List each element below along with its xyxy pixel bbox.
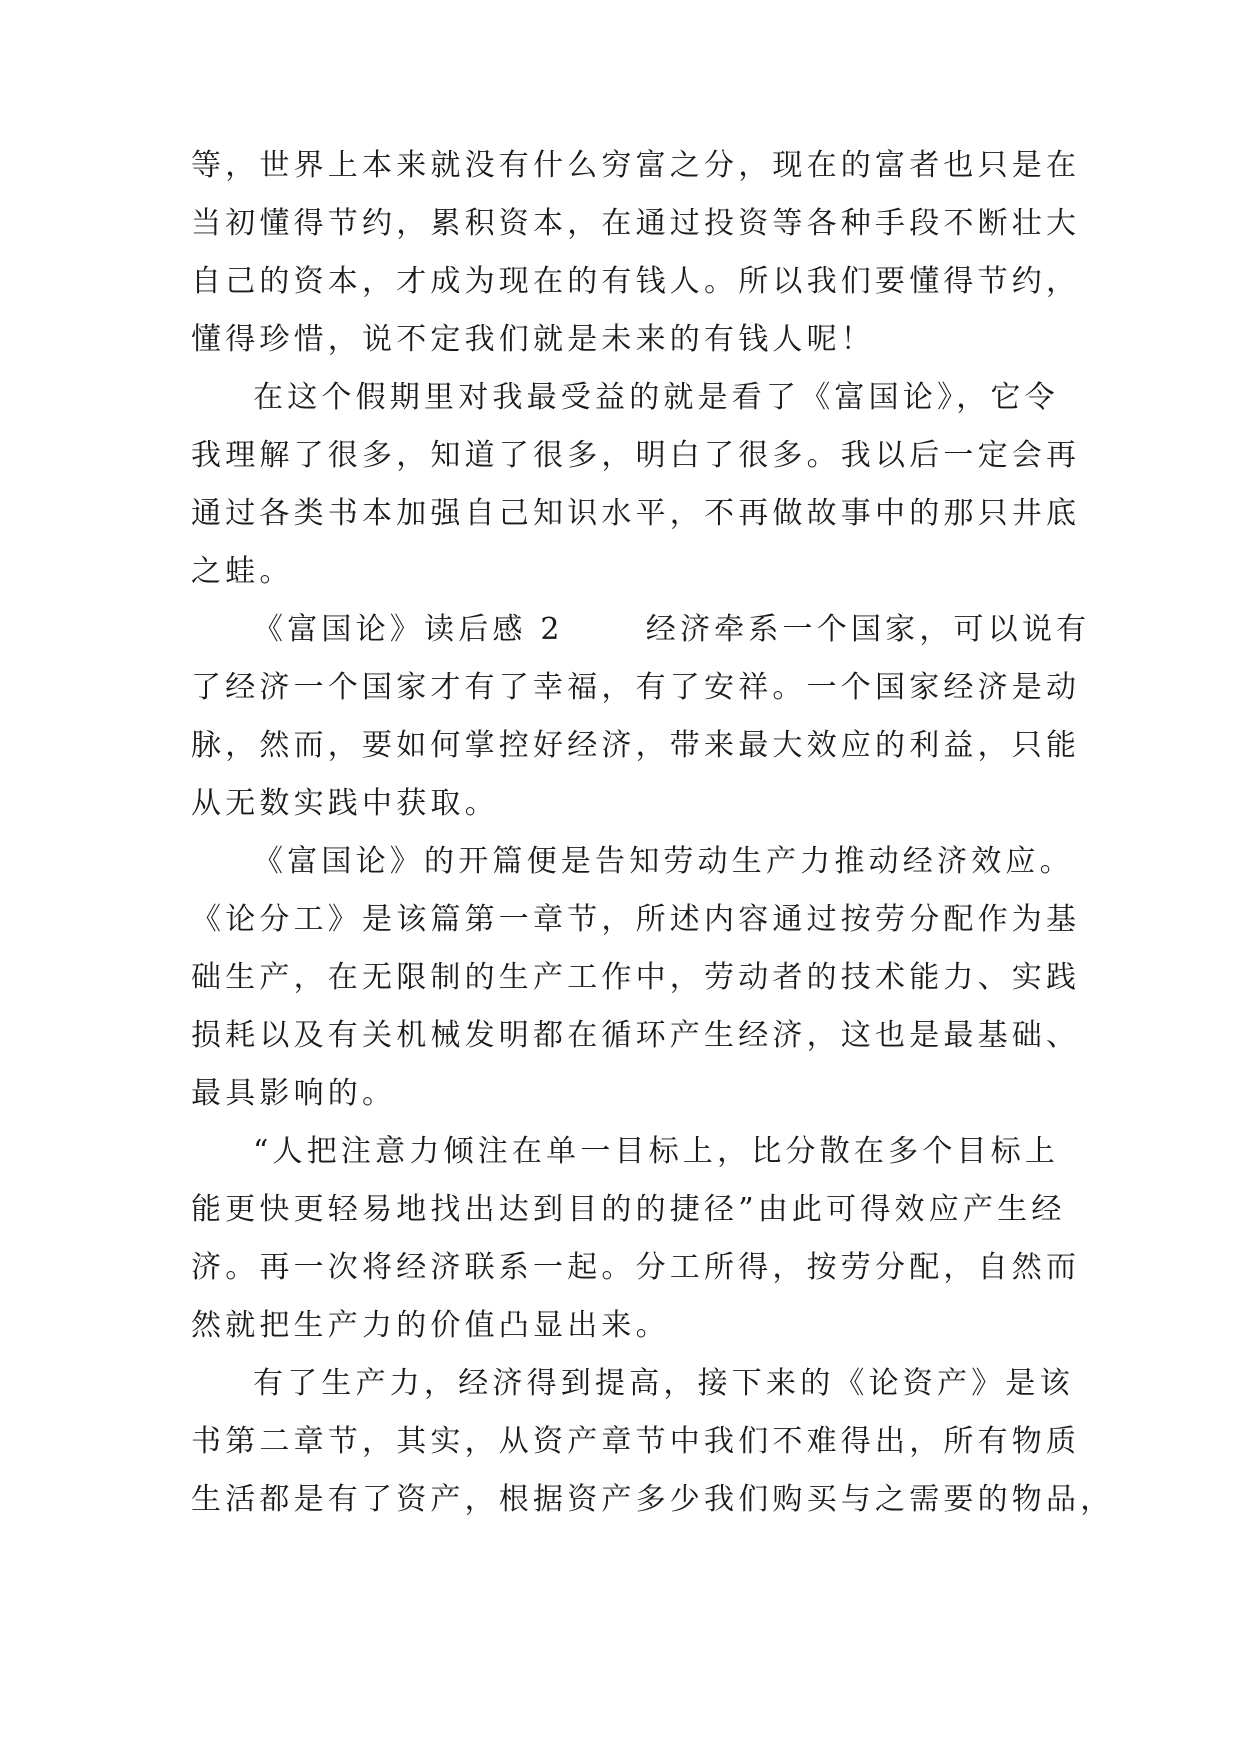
text-line: 济。再一次将经济联系一起。分工所得，按劳分配，自然而 [191, 1250, 1081, 1285]
text-line: 懂得珍惜，说不定我们就是未来的有钱人呢！ [191, 322, 875, 357]
text-line: 我理解了很多，知道了很多，明白了很多。我以后一定会再 [191, 438, 1081, 473]
paragraph-start-line: “人把注意力倾注在单一目标上，比分散在多个目标上 [253, 1134, 1060, 1169]
paragraph-start-line: 《富国论》的开篇便是告知劳动生产力推动经济效应。 [253, 844, 1074, 879]
text-line: 之蛙。 [191, 554, 294, 589]
text-line: 《论分工》是该篇第一章节，所述内容通过按劳分配作为基 [191, 902, 1081, 937]
section-heading-line: 《富国论》读后感 2 经济牵系一个国家，可以说有 [253, 612, 1091, 647]
text-line: 等，世界上本来就没有什么穷富之分，现在的富者也只是在 [191, 148, 1081, 183]
text-line: 损耗以及有关机械发明都在循环产生经济，这也是最基础、 [191, 1018, 1081, 1053]
text-line: 自己的资本，才成为现在的有钱人。所以我们要懂得节约， [191, 264, 1081, 299]
text-line: 当初懂得节约，累积资本，在通过投资等各种手段不断壮大 [191, 206, 1081, 241]
paragraph-start-line: 在这个假期里对我最受益的就是看了《富国论》，它令 [253, 380, 1059, 415]
text-line: 生活都是有了资产，根据资产多少我们购买与之需要的物品， [191, 1482, 1115, 1517]
paragraph-start-line: 有了生产力，经济得到提高，接下来的《论资产》是该 [253, 1366, 1074, 1401]
text-line: 从无数实践中获取。 [191, 786, 499, 821]
text-line: 能更快更轻易地找出达到目的的捷径”由此可得效应产生经 [191, 1192, 1066, 1227]
text-line: 脉，然而，要如何掌控好经济，带来最大效应的利益，只能 [191, 728, 1081, 763]
text-line: 书第二章节，其实，从资产章节中我们不难得出，所有物质 [191, 1424, 1081, 1459]
text-line: 然就把生产力的价值凸显出来。 [191, 1308, 670, 1343]
text-line: 通过各类书本加强自己知识水平，不再做故事中的那只井底 [191, 496, 1081, 531]
text-line: 了经济一个国家才有了幸福，有了安祥。一个国家经济是动 [191, 670, 1081, 705]
text-line: 最具影响的。 [191, 1076, 397, 1111]
text-line: 础生产，在无限制的生产工作中，劳动者的技术能力、实践 [191, 960, 1081, 995]
